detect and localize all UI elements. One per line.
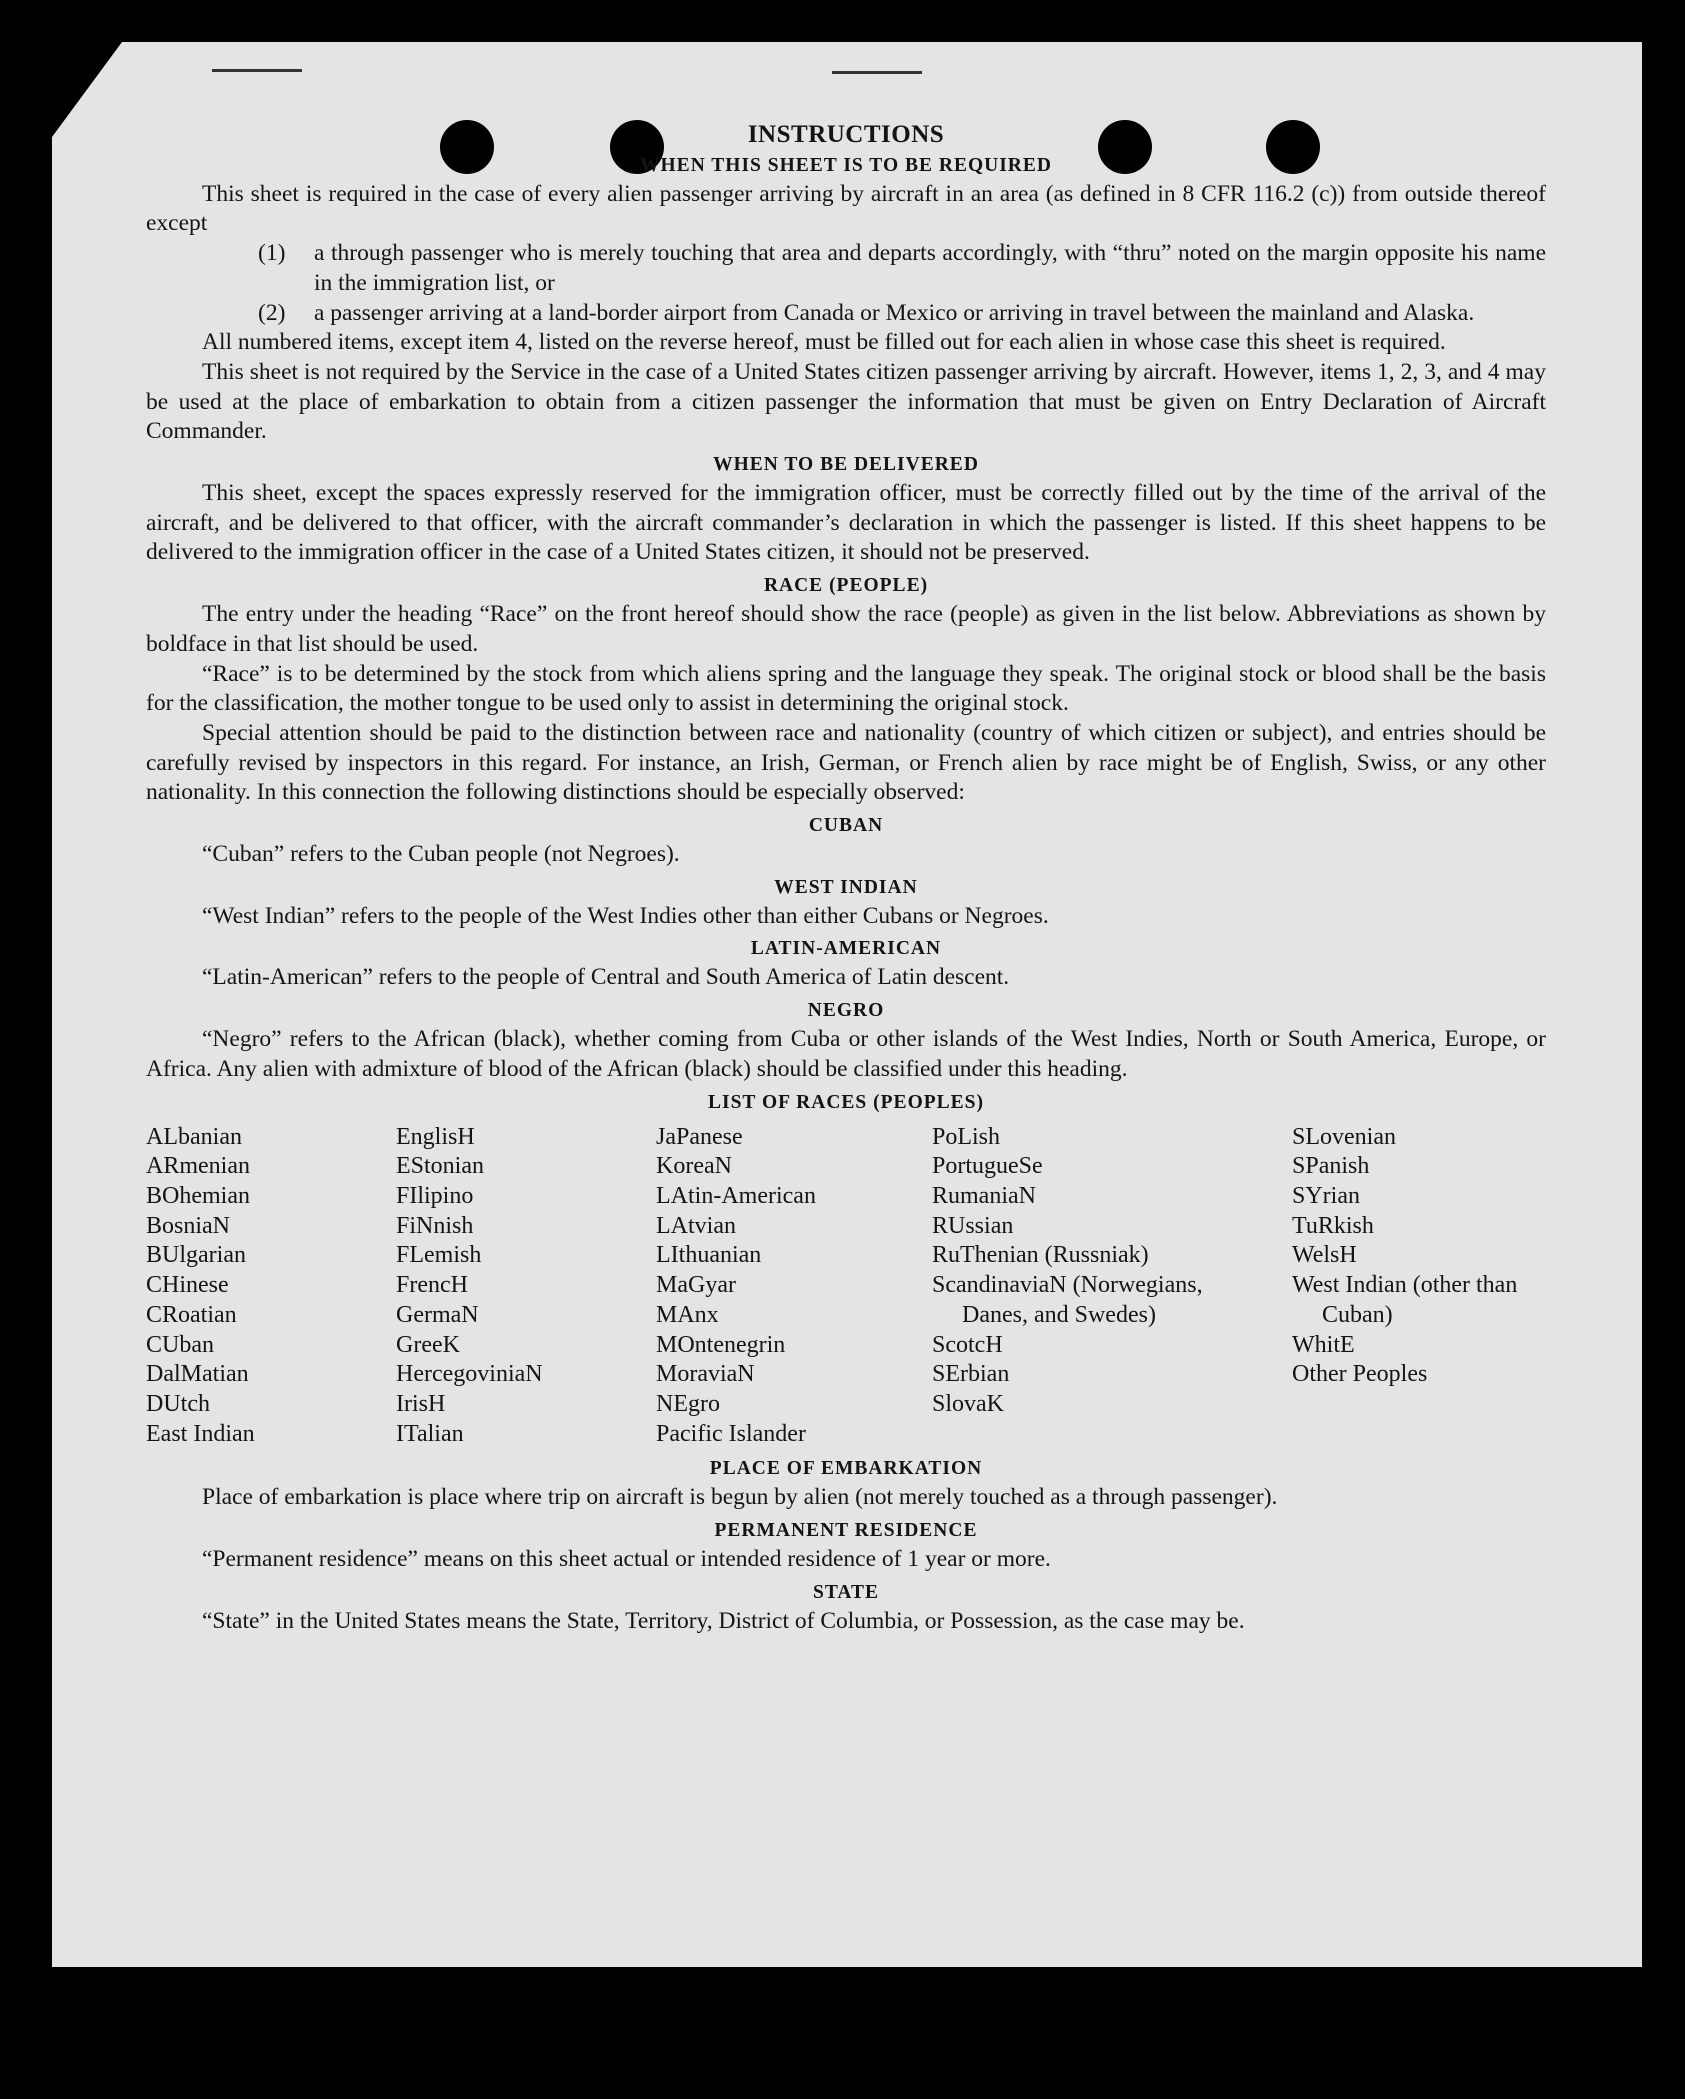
races-list bbox=[146, 1123, 1546, 1450]
race-entry: MAnx bbox=[656, 1301, 719, 1328]
race-entry: FiNnish bbox=[396, 1212, 474, 1239]
races-column-2 bbox=[396, 1123, 656, 1450]
heading-when-delivered: WHEN TO BE DELIVERED bbox=[713, 454, 979, 476]
race-entry: East Indian bbox=[146, 1420, 255, 1447]
heading-list-of-races: LIST OF RACES (PEOPLES) bbox=[707, 1091, 984, 1113]
heading-cuban: CUBAN bbox=[808, 815, 884, 837]
race-entry: NEgro bbox=[656, 1390, 720, 1417]
race-entry: RumaniaN bbox=[932, 1182, 1036, 1209]
heading-embarkation: PLACE OF EMBARKATION bbox=[709, 1458, 983, 1480]
race-entry: Other Peoples bbox=[1292, 1361, 1428, 1388]
margin-mark bbox=[832, 71, 922, 74]
required-intro: This sheet is required in the case of every alien passenger arriving by aircraft in an area (as defined in 8 CFR 116.2 (c)) from outside thereof except bbox=[146, 180, 1546, 237]
heading-race: RACE (PEOPLE) bbox=[763, 575, 929, 597]
race-entry: ALbanian bbox=[146, 1123, 242, 1150]
item-text: a passenger arriving at a land-border airport from Canada or Mexico or arriving in travel between the mainland and Alaska. bbox=[314, 299, 1475, 326]
exception-item-1 bbox=[146, 239, 1546, 298]
race-entry: PortugueSe bbox=[932, 1153, 1043, 1180]
race-entry: PoLish bbox=[932, 1123, 1001, 1150]
race-para-2: “Race” is to be determined by the stock from which aliens spring and the language they speak. The original stock or blood shall be the basis for the classification, the mother tongue to be used only to assist in determining the original stock. bbox=[146, 660, 1546, 717]
race-entry: JaPanese bbox=[656, 1123, 743, 1150]
exception-item-2 bbox=[146, 299, 1546, 329]
race-entry: DUtch bbox=[146, 1390, 210, 1417]
heading-when-required: WHEN THIS SHEET IS TO BE REQUIRED bbox=[640, 154, 1052, 176]
race-entry: DalMatian bbox=[146, 1361, 249, 1388]
race-entry: IrisH bbox=[396, 1390, 446, 1417]
race-entry: FIlipino bbox=[396, 1182, 474, 1209]
race-entry: RUssian bbox=[932, 1212, 1014, 1239]
race-entry: SErbian bbox=[932, 1361, 1010, 1388]
heading-west-indian: WEST INDIAN bbox=[774, 876, 918, 898]
race-entry: CHinese bbox=[146, 1272, 229, 1299]
item-number: (1) bbox=[258, 240, 286, 267]
cuban-para: “Cuban” refers to the Cuban people (not Negroes). bbox=[202, 841, 680, 868]
delivered-para: This sheet, except the spaces expressly reserved for the immigration officer, must be correctly filled out by the time of the arrival of the aircraft, and be delivered to that officer, with the aircraft commander’s declaration in which the passenger is listed. If this sheet happens to be delivered to the immigration officer in the case of a United States citizen, it should not be preserved. bbox=[146, 480, 1546, 566]
race-entry: SlovaK bbox=[932, 1390, 1004, 1417]
race-entry: LAtvian bbox=[656, 1212, 736, 1239]
heading-permanent-residence: PERMANENT RESIDENCE bbox=[714, 1520, 978, 1542]
race-entry: ScotcH bbox=[932, 1331, 1003, 1358]
negro-para: “Negro” refers to the African (black), whether coming from Cuba or other islands of the West Indies, North or South America, Europe, or Africa. Any alien with admixture of blood of the African (black) should be classified under this heading. bbox=[146, 1026, 1546, 1082]
state-para: “State” in the United States means the State, Territory, District of Columbia, or Possession, as the case may be. bbox=[202, 1607, 1245, 1634]
item-text: a through passenger who is merely touching that area and departs accordingly, with “thru” noted on the margin opposite his name in the immigration list, or bbox=[314, 240, 1546, 296]
race-entry: LAtin-American bbox=[656, 1182, 816, 1209]
race-entry: GermaN bbox=[396, 1301, 479, 1328]
item-number: (2) bbox=[258, 299, 286, 326]
heading-negro: NEGRO bbox=[807, 1000, 885, 1022]
race-entry: Pacific Islander bbox=[656, 1420, 806, 1447]
required-para-citizen: This sheet is not required by the Service in the case of a United States citizen passenger arriving by aircraft. However, items 1, 2, 3, and 4 may be used at the place of embarkation to obtain from a citizen passenger the information that must be given on Entry Declaration of Aircraft Commander. bbox=[146, 358, 1546, 445]
race-entry: MaGyar bbox=[656, 1272, 736, 1299]
races-column-5 bbox=[1292, 1123, 1572, 1450]
race-entry: TuRkish bbox=[1292, 1212, 1374, 1239]
west-indian-para: “West Indian” refers to the people of the West Indies other than either Cubans or Negroes. bbox=[202, 902, 1049, 929]
race-entry: ITalian bbox=[396, 1420, 464, 1447]
race-entry: ARmenian bbox=[146, 1153, 250, 1180]
race-entry: BUlgarian bbox=[146, 1242, 246, 1269]
race-entry: RuThenian (Russniak) bbox=[932, 1242, 1149, 1269]
races-column-3 bbox=[656, 1123, 932, 1450]
race-entry: ScandinaviaN (Norwegians, Danes, and Swedes) bbox=[932, 1272, 1203, 1328]
page-title: INSTRUCTIONS bbox=[747, 121, 945, 148]
race-entry: BOhemian bbox=[146, 1182, 250, 1209]
race-entry: SLovenian bbox=[1292, 1123, 1396, 1150]
race-entry: LIthuanian bbox=[656, 1242, 762, 1269]
race-entry: HercegoviniaN bbox=[396, 1361, 543, 1388]
races-column-1 bbox=[146, 1123, 396, 1450]
race-entry: MoraviaN bbox=[656, 1361, 755, 1388]
heading-latin-american: LATIN-AMERICAN bbox=[750, 938, 942, 960]
instructions-body bbox=[146, 120, 1546, 1636]
races-column-4 bbox=[932, 1123, 1292, 1450]
race-para-1: The entry under the heading “Race” on the front hereof should show the race (people) as given in the list below. Abbreviations as shown by boldface in that list should be used. bbox=[146, 601, 1546, 657]
race-entry: West Indian (other than Cuban) bbox=[1292, 1272, 1518, 1328]
race-entry: WelsH bbox=[1292, 1242, 1357, 1269]
required-para-items: All numbered items, except item 4, listed on the reverse hereof, must be filled out for each alien in whose case this sheet is required. bbox=[202, 329, 1446, 356]
race-entry: SPanish bbox=[1292, 1153, 1370, 1180]
race-entry: MOntenegrin bbox=[656, 1331, 786, 1358]
race-entry: EnglisH bbox=[396, 1123, 475, 1150]
margin-mark bbox=[212, 69, 302, 72]
race-entry: CRoatian bbox=[146, 1301, 237, 1328]
latin-american-para: “Latin-American” refers to the people of Central and South America of Latin descent. bbox=[202, 964, 1010, 991]
race-entry: WhitE bbox=[1292, 1331, 1355, 1358]
race-entry: SYrian bbox=[1292, 1182, 1360, 1209]
embarkation-para: Place of embarkation is place where trip on aircraft is begun by alien (not merely touched as a through passenger). bbox=[202, 1484, 1278, 1511]
race-entry: FLemish bbox=[396, 1242, 482, 1269]
heading-state: STATE bbox=[812, 1581, 880, 1603]
race-entry: EStonian bbox=[396, 1153, 484, 1180]
race-entry: CUban bbox=[146, 1331, 214, 1358]
race-entry: KoreaN bbox=[656, 1153, 732, 1180]
race-entry: FrencH bbox=[396, 1272, 468, 1299]
residence-para: “Permanent residence” means on this sheet actual or intended residence of 1 year or more. bbox=[202, 1546, 1051, 1573]
race-entry: BosniaN bbox=[146, 1212, 230, 1239]
race-entry: GreeK bbox=[396, 1331, 460, 1358]
race-para-3: Special attention should be paid to the distinction between race and nationality (country of which citizen or subject), and entries should be carefully revised by inspectors in this regard. For instance, an Irish, German, or French alien by race might be of English, Swiss, or any other nationality. In this connection the following distinctions should be especially observed: bbox=[146, 719, 1546, 806]
